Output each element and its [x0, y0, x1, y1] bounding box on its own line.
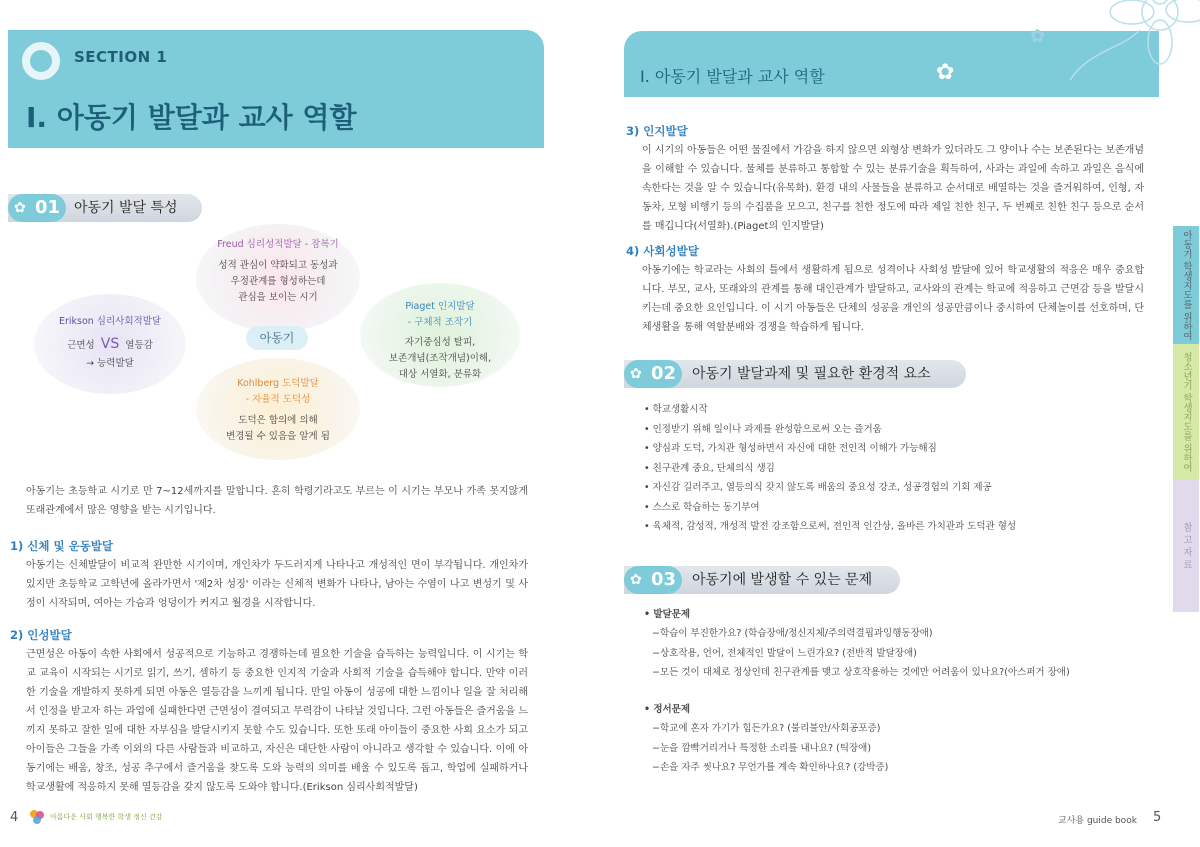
svg-text:✿: ✿ [1030, 26, 1046, 47]
section-circle-icon [22, 42, 60, 80]
developmental-problems-block [644, 606, 1164, 683]
list-item: • 인정받기 위해 일이나 과제를 완성함으로써 오는 즐거움 [644, 423, 882, 435]
piaget-line: 자기중심성 탈피, [404, 337, 476, 348]
physical-development-paragraph: 아동기는 신체발달이 비교적 완만한 시기이며, 개인차가 두드러지게 나타나고 개성적인 면이 부각됩니다. 개인차가 있지만 초등학교 고학년에 올라가면서 '제2차 성징' 이라는 신체적 변화가 나타나, 남아는 수염이 나고 변성기 및 사정이 시작되며, 여아는 가슴과 엉덩이가 커지고 월경을 시작합니다. [26, 560, 528, 609]
freud-line: 관심을 보이는 시기 [238, 292, 318, 303]
list-item: • 육체적, 감성적, 개성적 발전 강조함으로써, 전인적 인간상, 올바른 가치관과 도덕관 형성 [644, 521, 1017, 532]
piaget-line: 보존개념(조작개념)이해, [388, 353, 492, 364]
list-item: • 양심과 도덕, 가치관 형성하면서 자신에 대한 전인적 이해가 가능해짐 [644, 443, 937, 454]
logo-icon [28, 808, 46, 826]
kohlberg-line: 도덕은 합의에 의해 [238, 415, 318, 426]
vs-label: VS [100, 336, 120, 352]
tab-adolescent-guidance[interactable]: 청소년기 학생지도를 위하여 [1173, 344, 1199, 480]
section-01-header [8, 194, 202, 222]
intro-paragraph: 아동기는 초등학교 시기로 만 7~12세까지를 말합니다. 흔히 학령기라고도 부르는 이 시기는 부모나 가족 못지않게 또래관계에서 많은 영향을 받는 시기입니다. [26, 486, 528, 516]
right-header-title: Ⅰ. 아동기 발달과 교사 역할 [640, 67, 825, 86]
personality-development-paragraph: 근면성은 아동이 속한 사회에서 성공적으로 기능하고 경쟁하는데 필요한 기술을 습득하는 능력입니다. 이 시기는 학교 교육이 시작되는 시기로 읽기, 쓰기, 셈하기 등 중요한 인지적 기술과 사회적 기술을 습득해야 합니다. 만약 이러한 기술을 개발하지 못하게 되면 아동은 열등감을 느끼게 됩니다. 만일 아동이 성공에 대한 느낌이나 일을 잘 처리해서 인정을 받고자 하는 과업에 실패한다면 근면성이 결여되고 무력감이 나타날 것입니다. 그런 아동들은 즐거움을 느끼지 못하고 잘한 일에 대한 자부심을 발달시키지 못할 수도 있습니다. 또한 또래 아이들이 중요한 사회 요소가 되고 아이들은 그들을 가족 이외의 다른 사람들과 비교하고, 자신은 대단한 사람이 아니라고 생각할 수 있습니다. 이에 아동기에는 배움, 창조, 성공 추구에서 즐거움을 찾도록 도와 능력의 의미를 배울 수 있도록 돕고, 학업에 실패하거나 학교생활에 적응하지 못해 열등감을 갖지 않도록 도와야 합니다.(Erikson 심리사회적발달) [26, 649, 528, 793]
kohlberg-line: 변경될 수 있음을 알게 됨 [226, 431, 330, 442]
flower-icon: ✿ [630, 572, 642, 588]
list-item: • 자신감 길러주고, 열등의식 갖지 않도록 배움의 중요성 강조, 성공경험의 기회 제공 [644, 482, 992, 493]
tab-child-guidance[interactable]: 아동기 학생지도를 위하여 [1173, 226, 1199, 344]
list-item: −학교에 혼자 가기가 힘든가요? (불리불안/사회공포증) [652, 723, 881, 734]
emotional-problems-heading: • 정서문제 [644, 704, 691, 715]
emotional-problems-block [644, 701, 1164, 778]
erikson-title: Erikson 심리사회적발달 [58, 316, 162, 327]
erikson-line: 근면성 VS 열등감 [67, 336, 153, 352]
erikson-bubble [34, 294, 186, 394]
piaget-line: 대상 서열화, 분류화 [398, 369, 482, 380]
heading-physical-development: 1) 신체 및 운동발달 [10, 539, 114, 553]
section-02-title: 아동기 발달과제 및 필요한 환경적 요소 [692, 366, 931, 382]
left-page-number: 4 [10, 810, 19, 825]
flower-icon: ✿ [14, 200, 26, 216]
developmental-tasks-list [644, 400, 1154, 537]
section-02-number: ✿ 02 [624, 360, 682, 388]
piaget-subtitle: - 구체적 조작기 [407, 317, 473, 328]
list-item: • 친구관계 중요, 단체의식 생김 [644, 462, 775, 474]
freud-title: Freud 심리성적발달 - 잠복기 [217, 239, 339, 250]
section-03-number: ✿ 03 [624, 566, 682, 594]
section-01-title: 아동기 발달 특성 [74, 200, 178, 216]
list-item: −손을 자주 씻나요? 무언가를 계속 확인하나요? (강박증) [652, 762, 889, 773]
kohlberg-subtitle: - 자율적 도덕성 [245, 394, 311, 405]
erikson-line: → 능력발달 [86, 358, 134, 369]
footer-guide-label: 교사용 guide book [1058, 816, 1137, 826]
freud-bubble [196, 224, 360, 332]
freud-line: 성적 관심이 약화되고 동성과 [218, 260, 338, 271]
section-01-number: ✿ 01 [8, 194, 66, 222]
flower-icon: ✿ [936, 60, 955, 85]
right-page-number: 5 [1153, 810, 1162, 825]
list-item: • 학교생활시작 [644, 404, 708, 415]
page-title: Ⅰ. 아동기 발달과 교사 역할 [26, 101, 357, 134]
list-item: −모든 것이 대체로 정상인데 친구관계를 맺고 상호작용하는 것에만 어려움이 있나요?(아스퍼거 장애) [652, 667, 1070, 678]
developmental-problems-heading: • 발달문제 [644, 609, 691, 620]
tab-references[interactable]: 참 고 자 료 [1173, 480, 1199, 612]
list-item: • 스스로 학습하는 동기부여 [644, 501, 760, 513]
flower-icon: ✿ [630, 366, 642, 382]
center-label: 아동기 [246, 326, 308, 350]
flower-decoration-icon [1010, 0, 1200, 100]
piaget-bubble [360, 283, 520, 387]
section-label: SECTION 1 [74, 48, 168, 66]
kohlberg-title: Kohlberg 도덕발달 [237, 378, 319, 389]
list-item: −눈을 깜빡거리거나 특정한 소리를 내나요? (틱장애) [652, 742, 872, 754]
section-02-header [624, 360, 966, 388]
piaget-title: Piaget 인지발달 [405, 301, 475, 312]
cognitive-development-paragraph: 이 시기의 아동들은 어떤 물질에서 가감을 하지 않으면 외형상 변화가 있더라도 그 양이나 수는 보존된다는 보존개념을 이해할 수 있습니다. 물체를 분류하고 통합할 수 있는 분류기술을 획득하여, 사과는 과일에 속하고 과일은 음식에 속한다는 것을 알 수 있습니다(유목화). 환경 내의 사물들을 분류하고 순서대로 배열하는 것을 즐거워하여, 인형, 자동차, 모형 비행기 등의 수집품을 모으고, 친구를 친한 정도에 따라 제일 친한 친구, 두 번째로 친한 친구 등으로 순서를 매깁니다(서열화).(Piaget의 인지발달) [642, 145, 1144, 232]
heading-cognitive-development: 3) 인지발달 [626, 124, 688, 138]
freud-line: 우정관계를 형성하는데 [230, 276, 326, 287]
heading-personality-development: 2) 인성발달 [10, 628, 72, 642]
list-item: −상호작용, 언어, 전체적인 발달이 느린가요? (전반적 발달장애) [652, 647, 917, 659]
social-development-paragraph: 아동기에는 학교라는 사회의 틀에서 생활하게 됨으로 성격이나 사회성 발달에 있어 학교생활의 적응은 매우 중요합니다. 부모, 교사, 또래와의 관계를 통해 대인관계가 발달하고, 교사와의 관계는 학교에 적응하고 근면감 등을 발달시키는데 중요한 요인입니다. 이 시기 아동들은 단체의 성공을 개인의 성공만큼이나 중시하여 단체놀이를 선호하며, 단체생활을 통해 역할분배와 경쟁을 학습하게 됩니다. [642, 265, 1144, 333]
heading-social-development: 4) 사회성발달 [626, 244, 699, 258]
list-item: −학습이 부진한가요? (학습장애/정신지체/주의력결핍과잉행동장애) [652, 628, 933, 639]
section-03-header [624, 566, 900, 594]
kohlberg-bubble [196, 358, 360, 460]
logo-text: 아름다운 사회 행복한 학생 정신 건강 [50, 813, 163, 821]
section-03-title: 아동기에 발생할 수 있는 문제 [692, 572, 873, 588]
